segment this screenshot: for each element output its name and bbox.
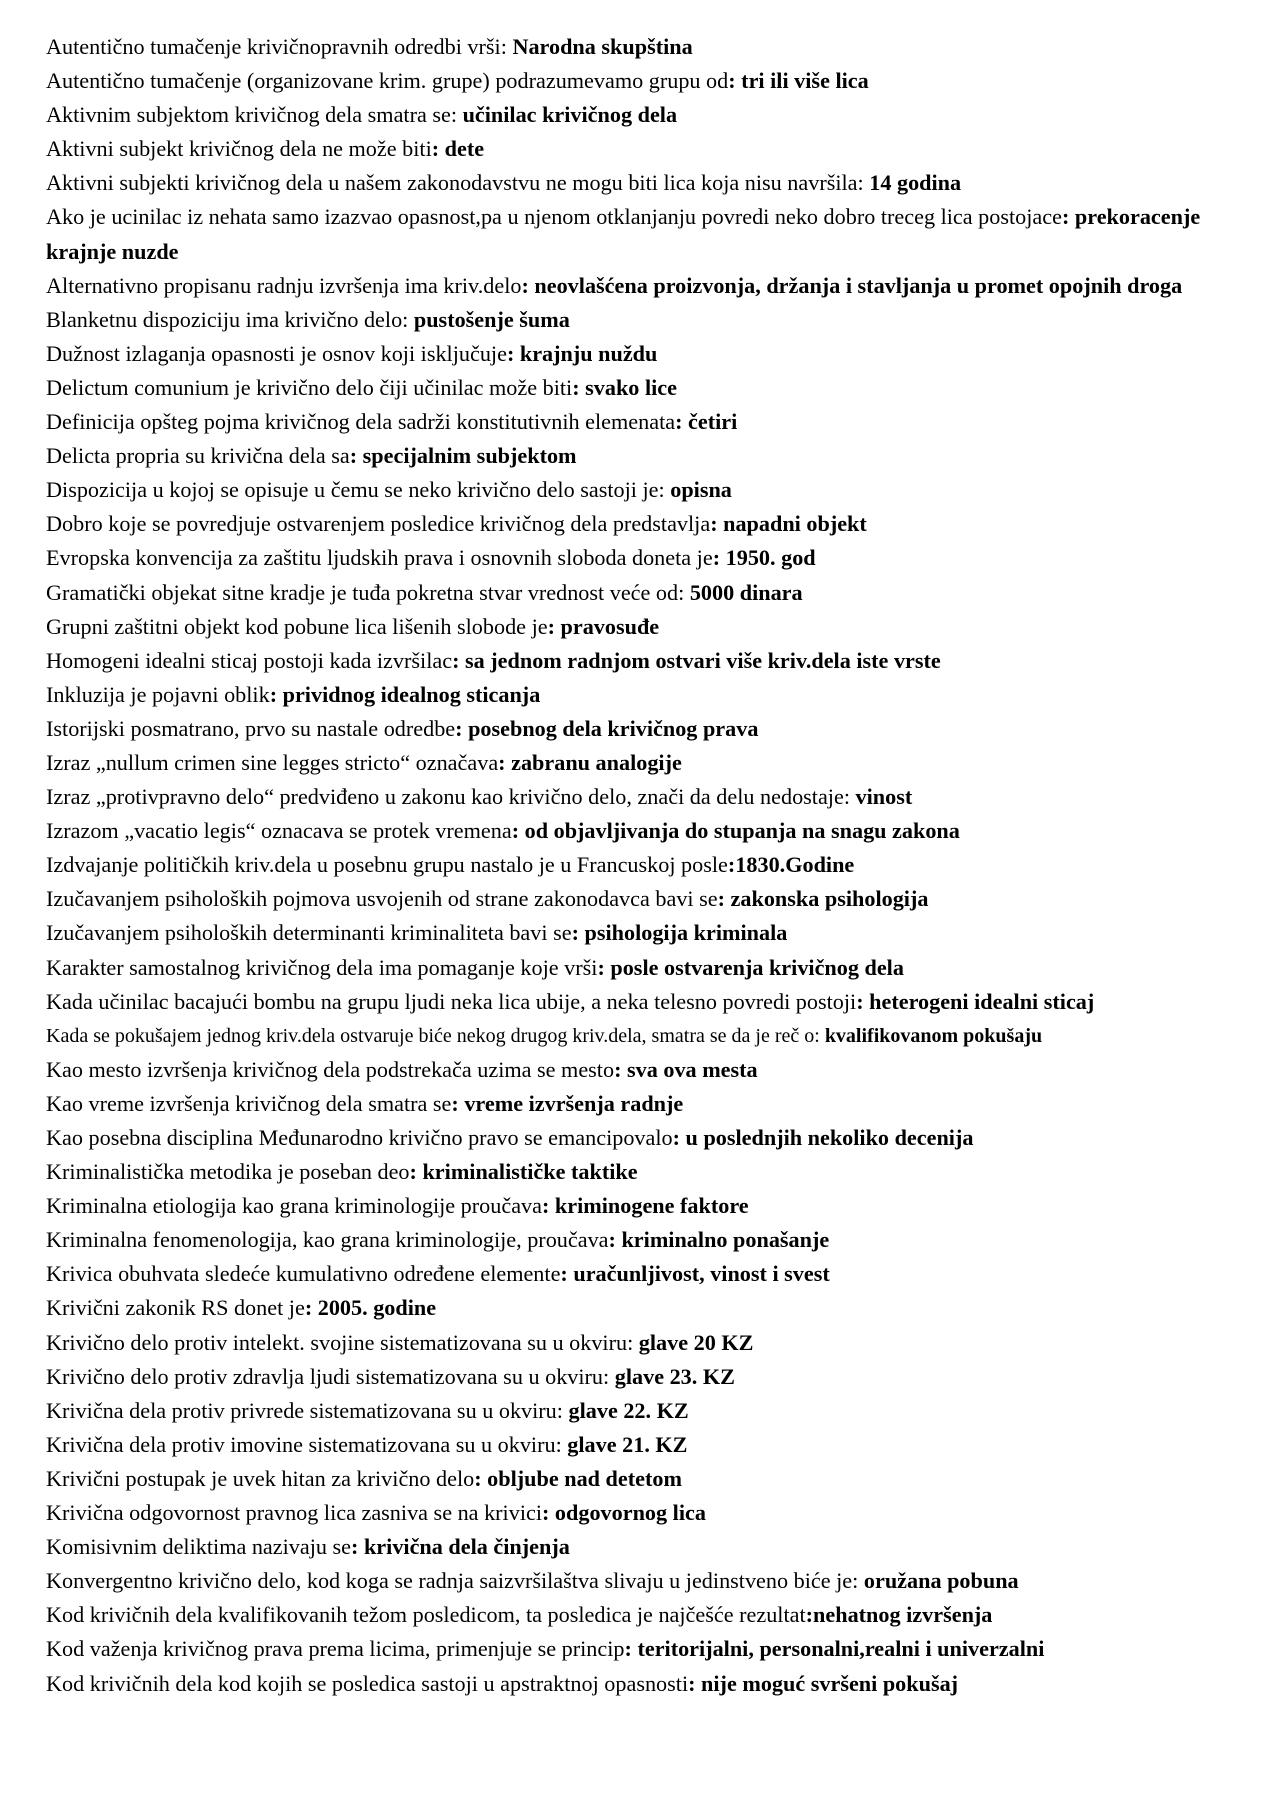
answer-text: : krajnju nuždu bbox=[506, 340, 658, 366]
qa-line bbox=[46, 678, 1271, 712]
question-text: Homogeni idealni sticaj postoji kada izvršilac bbox=[46, 647, 453, 673]
answer-text: 14 godina bbox=[869, 170, 962, 196]
qa-line bbox=[46, 1428, 1271, 1462]
answer-text: : kriminalno ponašanje bbox=[608, 1227, 830, 1253]
question-text: Ako je ucinilac iz nehata samo izazvao opasnost,pa u njenom otklanjanju povredi neko dobro treceg lica postojace bbox=[46, 204, 1062, 230]
question-text: Komisivnim deliktima nazivaju se bbox=[46, 1534, 352, 1560]
question-text: Konvergentno krivično delo, kod koga se radnja saizvršilaštva slivaju u jedinstveno biće je: bbox=[46, 1568, 864, 1594]
qa-line bbox=[46, 1598, 1271, 1632]
answer-text: : posle ostvarenja krivičnog dela bbox=[597, 954, 904, 980]
qa-line bbox=[46, 1394, 1271, 1428]
answer-text: 5000 dinara bbox=[689, 579, 803, 605]
answer-text: : napadni objekt bbox=[710, 511, 867, 537]
qa-line bbox=[46, 610, 1271, 644]
answer-text: učinilac krivičnog dela bbox=[462, 102, 678, 128]
answer-text: : svako lice bbox=[572, 374, 677, 400]
answer-text: kvalifikovanom pokušaju bbox=[824, 1024, 1043, 1047]
question-text: Dužnost izlaganja opasnosti je osnov koji isključuje bbox=[46, 340, 507, 366]
question-text: Kod krivičnih dela kod kojih se posledica sastoji u apstraktnoj opasnosti bbox=[46, 1670, 689, 1696]
answer-text: glave 23. KZ bbox=[614, 1363, 735, 1389]
qa-line bbox=[46, 916, 1271, 950]
answer-text: : vreme izvršenja radnje bbox=[451, 1090, 684, 1116]
question-text: Autentično tumačenje krivičnopravnih odredbi vrši: bbox=[46, 34, 513, 59]
answer-text: pustošenje šuma bbox=[413, 306, 570, 332]
question-text: Izraz „nullum crimen sine legges stricto“ označava bbox=[46, 749, 499, 775]
qa-line bbox=[46, 1019, 1271, 1053]
qa-line bbox=[46, 1155, 1271, 1189]
qa-line bbox=[46, 1257, 1271, 1291]
answer-text: : teritorijalni, personalni,realni i univerzalni bbox=[624, 1636, 1045, 1662]
question-text: Definicija opšteg pojma krivičnog dela sadrži konstitutivnih elemenata bbox=[46, 409, 676, 435]
question-text: Izučavanjem psiholoških determinanti kriminaliteta bavi se bbox=[46, 920, 572, 946]
answer-text: : neovlašćena proizvonja, držanja i stavljanja u promet opojnih droga bbox=[521, 272, 1183, 298]
answer-text: vinost bbox=[855, 784, 913, 810]
question-text: Kriminalna fenomenologija, kao grana kriminologije, proučava bbox=[46, 1227, 609, 1253]
answer-text: : specijalnim subjektom bbox=[349, 443, 577, 469]
question-text: Blanketnu dispoziciju ima krivično delo: bbox=[46, 306, 414, 332]
answer-text: : odgovornog lica bbox=[542, 1500, 706, 1526]
qa-line bbox=[46, 1667, 1271, 1701]
qa-line bbox=[46, 882, 1271, 916]
answer-text: : prividnog idealnog sticanja bbox=[269, 681, 541, 707]
question-text: Istorijski posmatrano, prvo su nastale odredbe bbox=[46, 715, 456, 741]
answer-text: : tri ili više lica bbox=[728, 68, 869, 94]
answer-text: :1830.Godine bbox=[727, 852, 855, 878]
question-text: Alternativno propisanu radnju izvršenja ima kriv.delo bbox=[46, 272, 522, 298]
answer-text: : četiri bbox=[675, 409, 738, 435]
question-text: Delictum comunium je krivično delo čiji učinilac može biti bbox=[46, 374, 573, 400]
qa-line bbox=[46, 30, 1271, 64]
answer-text: : od objavljivanja do stupanja na snagu zakona bbox=[511, 818, 960, 844]
answer-text: : krivična dela činjenja bbox=[351, 1534, 570, 1560]
answer-text: : sa jednom radnjom ostvari više kriv.dela iste vrste bbox=[452, 647, 941, 673]
answer-text: : prekoracenje krajnje nuzde bbox=[46, 204, 1201, 264]
qa-line bbox=[46, 371, 1271, 405]
qa-line bbox=[46, 1632, 1271, 1666]
qa-line bbox=[46, 1223, 1271, 1257]
question-text: Dispozicija u kojoj se opisuje u čemu se neko krivično delo sastoji je: bbox=[46, 477, 671, 503]
question-text: Krivično delo protiv intelekt. svojine sistematizovana su u okviru: bbox=[46, 1329, 639, 1355]
qa-line bbox=[46, 814, 1271, 848]
question-text: Evropska konvencija za zaštitu ljudskih prava i osnovnih sloboda doneta je bbox=[46, 545, 713, 571]
question-text: Autentično tumačenje (organizovane krim. grupe) podrazumevamo grupu od bbox=[46, 68, 729, 94]
qa-line bbox=[46, 951, 1271, 985]
answer-text: glave 20 KZ bbox=[638, 1329, 754, 1355]
qa-line bbox=[46, 1496, 1271, 1530]
qa-line bbox=[46, 1360, 1271, 1394]
question-text: Krivična dela protiv imovine sistematizovana su u okviru: bbox=[46, 1431, 568, 1457]
qa-line bbox=[46, 269, 1271, 303]
document-body bbox=[46, 30, 1271, 1701]
answer-text: : zakonska psihologija bbox=[717, 886, 929, 912]
answer-text: glave 22. KZ bbox=[568, 1397, 689, 1423]
qa-line bbox=[46, 473, 1271, 507]
answer-text: : sva ova mesta bbox=[614, 1056, 758, 1082]
question-text: Krivica obuhvata sledeće kumulativno određene elemente bbox=[46, 1261, 561, 1287]
question-text: Grupni zaštitni objekt kod pobune lica lišenih slobode je bbox=[46, 613, 548, 639]
qa-line bbox=[46, 712, 1271, 746]
question-text: Krivično delo protiv zdravlja ljudi sistematizovana su u okviru: bbox=[46, 1363, 615, 1389]
answer-text: : obljube nad detetom bbox=[474, 1465, 682, 1491]
question-text: Kriminalna etiologija kao grana kriminologije proučava bbox=[46, 1193, 542, 1219]
question-text: Inkluzija je pojavni oblik bbox=[46, 681, 270, 707]
qa-line bbox=[46, 507, 1271, 541]
qa-line bbox=[46, 1530, 1271, 1564]
qa-line bbox=[46, 1087, 1271, 1121]
question-text: Dobro koje se povredjuje ostvarenjem posledice krivičnog dela predstavlja bbox=[46, 511, 711, 537]
question-text: Kao mesto izvršenja krivičnog dela podstrekača uzima se mesto bbox=[46, 1056, 615, 1082]
qa-line bbox=[46, 848, 1271, 882]
qa-line bbox=[46, 1053, 1271, 1087]
qa-line bbox=[46, 1121, 1271, 1155]
answer-text: oružana pobuna bbox=[863, 1568, 1019, 1594]
question-text: Krivični zakonik RS donet je bbox=[46, 1295, 305, 1321]
qa-line bbox=[46, 780, 1271, 814]
answer-text: : kriminalističke taktike bbox=[409, 1159, 638, 1185]
answer-text: : u poslednjih nekoliko decenija bbox=[672, 1125, 974, 1150]
qa-line bbox=[46, 405, 1271, 439]
answer-text: : heterogeni idealni sticaj bbox=[856, 988, 1095, 1014]
qa-line bbox=[46, 64, 1271, 98]
qa-line bbox=[46, 541, 1271, 575]
question-text: Aktivnim subjektom krivičnog dela smatra se: bbox=[46, 102, 463, 128]
qa-line bbox=[46, 337, 1271, 371]
question-text: Izrazom „vacatio legis“ oznacava se protek vremena bbox=[46, 818, 512, 844]
qa-line bbox=[46, 1291, 1271, 1325]
answer-text: Narodna skupština bbox=[512, 34, 693, 59]
answer-text: : nije moguć svršeni pokušaj bbox=[688, 1670, 959, 1696]
answer-text: : kriminogene faktore bbox=[541, 1193, 749, 1219]
question-text: Kriminalistička metodika je poseban deo bbox=[46, 1159, 410, 1185]
qa-line bbox=[46, 1564, 1271, 1598]
answer-text: : pravosuđe bbox=[547, 613, 660, 639]
question-text: Gramatički objekat sitne kradje je tuđa pokretna stvar vrednost veće od: bbox=[46, 579, 690, 605]
qa-line bbox=[46, 1326, 1271, 1360]
answer-text: : zabranu analogije bbox=[498, 749, 682, 775]
qa-line bbox=[46, 1189, 1271, 1223]
question-text: Kod važenja krivičnog prava prema licima, primenjuje se princip bbox=[46, 1636, 625, 1662]
qa-line bbox=[46, 746, 1271, 780]
question-text: Krivična dela protiv privrede sistematizovana su u okviru: bbox=[46, 1397, 569, 1423]
qa-line bbox=[46, 200, 1271, 268]
qa-line bbox=[46, 644, 1271, 678]
answer-text: opisna bbox=[670, 477, 732, 503]
answer-text: : psihologija kriminala bbox=[571, 920, 788, 946]
qa-line bbox=[46, 985, 1271, 1019]
question-text: Izdvajanje političkih kriv.dela u posebnu grupu nastalo je u Francuskoj posle bbox=[46, 852, 728, 878]
question-text: Krivična odgovornost pravnog lica zasniva se na krivici bbox=[46, 1500, 542, 1526]
answer-text: : posebnog dela krivičnog prava bbox=[455, 715, 759, 741]
question-text: Kao vreme izvršenja krivičnog dela smatra se bbox=[46, 1090, 452, 1116]
question-text: Aktivni subjekt krivičnog dela ne može biti bbox=[46, 136, 432, 162]
qa-line bbox=[46, 576, 1271, 610]
question-text: Aktivni subjekti krivičnog dela u našem zakonodavstvu ne mogu biti lica koja nisu navršila: bbox=[46, 170, 870, 196]
qa-line bbox=[46, 132, 1271, 166]
qa-line bbox=[46, 303, 1271, 337]
answer-text: : dete bbox=[431, 136, 485, 162]
question-text: Izraz „protivpravno delo“ predviđeno u zakonu kao krivično delo, znači da delu nedostaje: bbox=[46, 784, 856, 810]
qa-line bbox=[46, 439, 1271, 473]
question-text: Kod krivičnih dela kvalifikovanih težom posledicom, ta posledica je najčešće rezultat bbox=[46, 1602, 806, 1628]
answer-text: : 2005. godine bbox=[304, 1295, 437, 1321]
question-text: Kao posebna disciplina Međunarodno krivično pravo se emancipovalo bbox=[46, 1125, 673, 1150]
answer-text: : 1950. god bbox=[712, 545, 816, 571]
question-text: Kada se pokušajem jednog kriv.dela ostvaruje biće nekog drugog kriv.dela, smatra se da je reč o: bbox=[46, 1024, 825, 1047]
question-text: Delicta propria su krivična dela sa bbox=[46, 443, 350, 469]
qa-line bbox=[46, 166, 1271, 200]
answer-text: : uračunljivost, vinost i svest bbox=[560, 1261, 830, 1287]
question-text: Izučavanjem psiholoških pojmova usvojenih od strane zakonodavca bavi se bbox=[46, 886, 718, 912]
question-text: Kada učinilac bacajući bombu na grupu ljudi neka lica ubije, a neka telesno povredi postoji bbox=[46, 988, 857, 1014]
question-text: Krivični postupak je uvek hitan za krivično delo bbox=[46, 1465, 475, 1491]
question-text: Karakter samostalnog krivičnog dela ima pomaganje koje vrši bbox=[46, 954, 598, 980]
qa-line bbox=[46, 98, 1271, 132]
answer-text: glave 21. KZ bbox=[567, 1431, 688, 1457]
answer-text: :nehatnog izvršenja bbox=[805, 1602, 993, 1628]
qa-line bbox=[46, 1462, 1271, 1496]
